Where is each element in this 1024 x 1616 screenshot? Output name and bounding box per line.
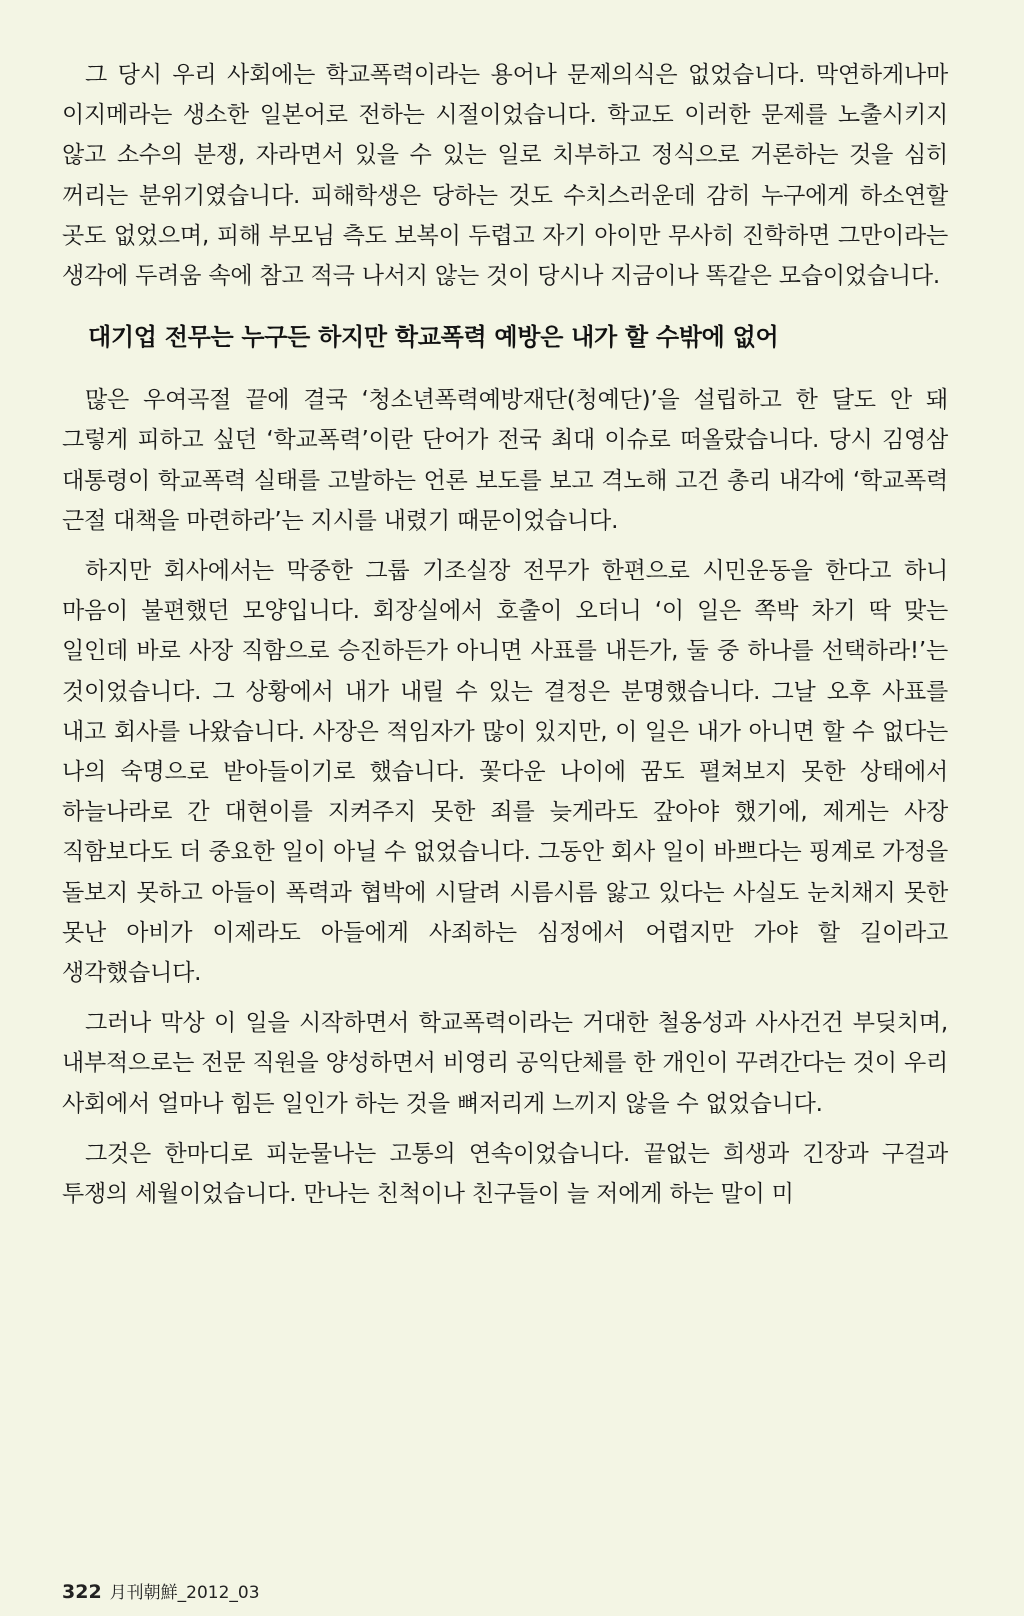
page-footer: [62, 1578, 260, 1603]
body-paragraph-2: 많은 우여곡절 끝에 결국 ‘청소년폭력예방재단(청예단)’을 설립하고 한 달도 안 돼 그렇게 피하고 싶던 ‘학교폭력’이란 단어가 전국 최대 이슈로 떠올랐습니다. 당시 김영삼 대통령이 학교폭력 실태를 고발하는 언론 보도를 보고 격노해 고건 총리 내각에 ‘학교폭력 근절 대책을 마련하라’는 지시를 내렸기 때문이었습니다.: [62, 387, 948, 534]
body-paragraph-1: 그 당시 우리 사회에는 학교폭력이라는 용어나 문제의식은 없었습니다. 막연하게나마 이지메라는 생소한 일본어로 전하는 시절이었습니다. 학교도 이러한 문제를 노출시키지 않고 소수의 분쟁, 자라면서 있을 수 있는 일로 치부하고 정식으로 거론하는 것을 심히 꺼리는 분위기였습니다. 피해학생은 당하는 것도 수치스러운데 감히 누구에게 하소연할 곳도 없었으며, 피해 부모님 측도 보복이 두렵고 자기 아이만 무사히 진학하면 그만이라는 생각에 두려움 속에 참고 적극 나서지 않는 것이 당시나 지금이나 똑같은 모습이었습니다.: [62, 62, 948, 290]
body-paragraph-4: 그러나 막상 이 일을 시작하면서 학교폭력이라는 거대한 철옹성과 사사건건 부딪치며, 내부적으로는 전문 직원을 양성하면서 비영리 공익단체를 한 개인이 꾸려간다는 것이 우리 사회에서 얼마나 힘든 일인가 하는 것을 뼈저리게 느끼지 않을 수 없었습니다.: [62, 1010, 948, 1117]
publication-name: 月刊朝鮮_2012_03: [109, 1583, 260, 1603]
article-body: [62, 55, 948, 1224]
page-number: 322: [62, 1581, 102, 1603]
body-paragraph-3: 하지만 회사에서는 막중한 그룹 기조실장 전무가 한편으로 시민운동을 한다고 하니 마음이 불편했던 모양입니다. 회장실에서 호출이 오더니 ‘이 일은 쪽박 차기 딱 맞는 일인데 바로 사장 직함으로 승진하든가 아니면 사표를 내든가, 둘 중 하나를 선택하라!’는 것이었습니다. 그 상황에서 내가 내릴 수 있는 결정은 분명했습니다. 그날 오후 사표를 내고 회사를 나왔습니다. 사장은 적임자가 많이 있지만, 이 일은 내가 아니면 할 수 없다는 나의 숙명으로 받아들이기로 했습니다. 꽃다운 나이에 꿈도 펼쳐보지 못한 상태에서 하늘나라로 간 대현이를 지켜주지 못한 죄를 늦게라도 갚아야 했기에, 제게는 사장 직함보다도 더 중요한 일이 아닐 수 없었습니다. 그동안 회사 일이 바쁘다는 핑계로 가정을 돌보지 못하고 아들이 폭력과 협박에 시달려 시름시름 앓고 있다는 사실도 눈치채지 못한 못난 아비가 이제라도 아들에게 사죄하는 심정에서 어렵지만 가야 할 길이라고 생각했습니다.: [62, 558, 948, 987]
body-paragraph-5: 그것은 한마디로 피눈물나는 고통의 연속이었습니다. 끝없는 희생과 긴장과 구걸과 투쟁의 세월이었습니다. 만나는 친척이나 친구들이 늘 저에게 하는 말이 미: [62, 1140, 948, 1208]
section-heading: 대기업 전무는 누구든 하지만 학교폭력 예방은 내가 할 수밖에 없어: [88, 323, 779, 352]
